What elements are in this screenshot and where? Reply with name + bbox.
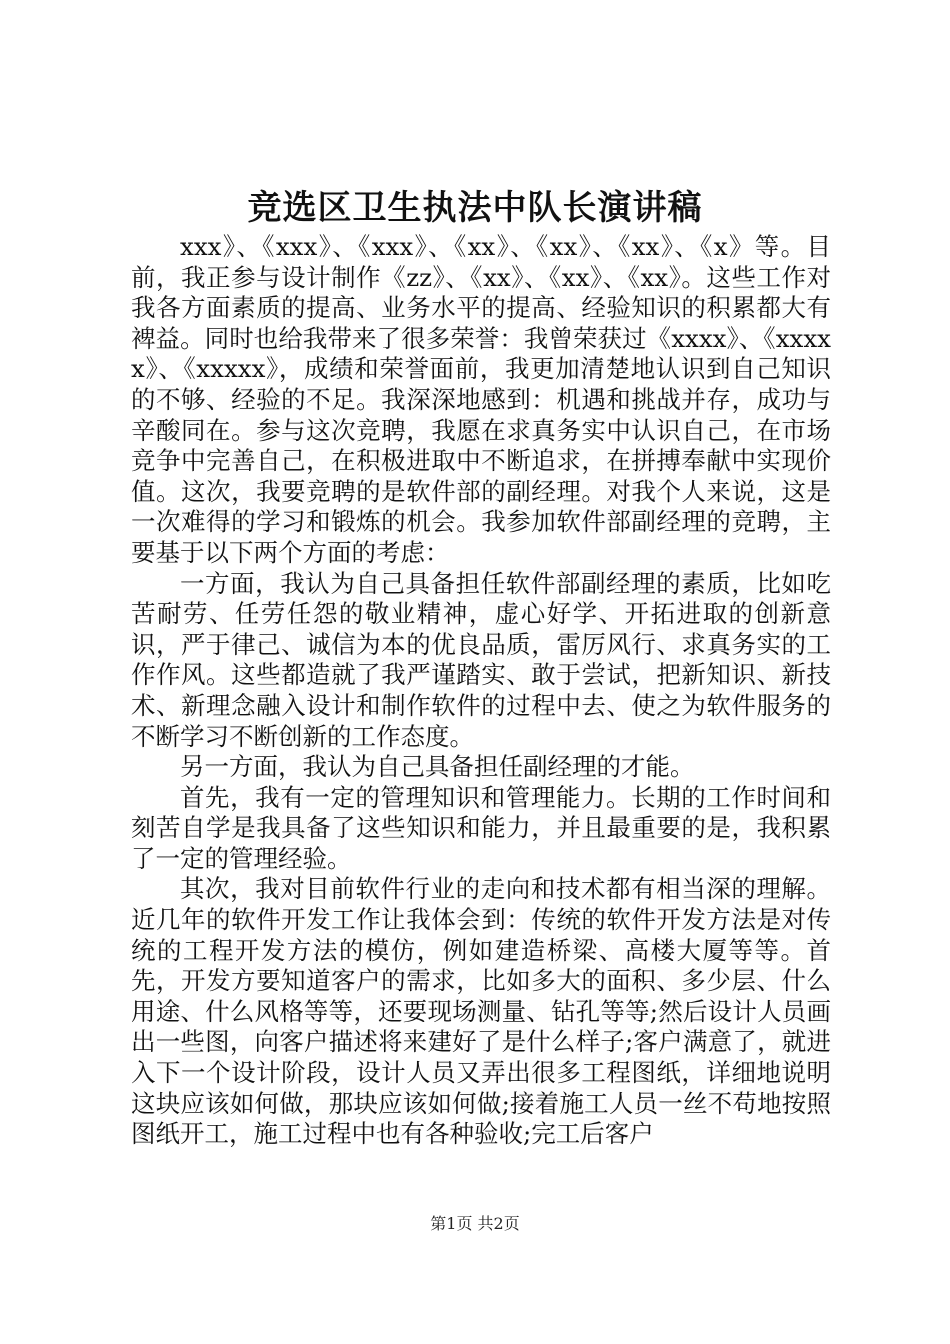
paragraph-5: 其次，我对目前软件行业的走向和技术都有相当深的理解。近几年的软件开发工作让我体会到：传统的软件开发方法是对传统的工程开发方法的模仿，例如建造桥梁、高楼大厦等等。首先，开发方要知道客户的需求，比如多大的面积、多少层、什么用途、什么风格等等，还要现场测量、钻孔等等;然后设计人员画出一些图，向客户描述将来建好了是什么样子;客户满意了，就进入下一个设计阶段，设计人员又弄出很多工程图纸，详细地说明这块应该如何做，那块应该如何做;接着施工人员一丝不苟地按照图纸开工，施工过程中也有各种验收;完工后客户 [131,874,831,1149]
paragraph-1: xxx》、《xxx》、《xxx》、《xx》、《xx》、《xx》、《x》等。目前，我正参与设计制作《zz》、《xx》、《xx》、《xx》。这些工作对我各方面素质的提高、业务水平的提高、经验知识的积累都大有裨益。同时也给我带来了很多荣誉：我曾荣获过《xxxx》、《xxxxx》、《xxxxx》，成绩和荣誉面前，我更加清楚地认识到自己知识的不够、经验的不足。我深深地感到：机遇和挑战并存，成功与辛酸同在。参与这次竞聘，我愿在求真务实中认识自己，在市场竞争中完善自己，在积极进取中不断追求，在拼搏奉献中实现价值。这次，我要竞聘的是软件部的副经理。对我个人来说，这是一次难得的学习和锻炼的机会。我参加软件部副经理的竞聘，主要基于以下两个方面的考虑： [131,232,831,567]
document-title: 竞选区卫生执法中队长演讲稿 [247,188,703,228]
paragraph-4: 首先，我有一定的管理知识和管理能力。长期的工作时间和刻苦自学是我具备了这些知识和能力，并且最重要的是，我积累了一定的管理经验。 [131,782,831,873]
document-body [131,232,831,1150]
paragraph-3: 另一方面，我认为自己具备担任副经理的才能。 [180,752,695,782]
page-number-footer: 第1页 共2页 [430,1214,520,1233]
paragraph-2: 一方面，我认为自己具备担任软件部副经理的素质，比如吃苦耐劳、任劳任怨的敬业精神，虚心好学、开拓进取的创新意识，严于律己、诚信为本的优良品质，雷厉风行、求真务实的工作作风。这些都造就了我严谨踏实、敢于尝试，把新知识、新技术、新理念融入设计和制作软件的过程中去、使之为软件服务的不断学习不断创新的工作态度。 [131,568,831,751]
